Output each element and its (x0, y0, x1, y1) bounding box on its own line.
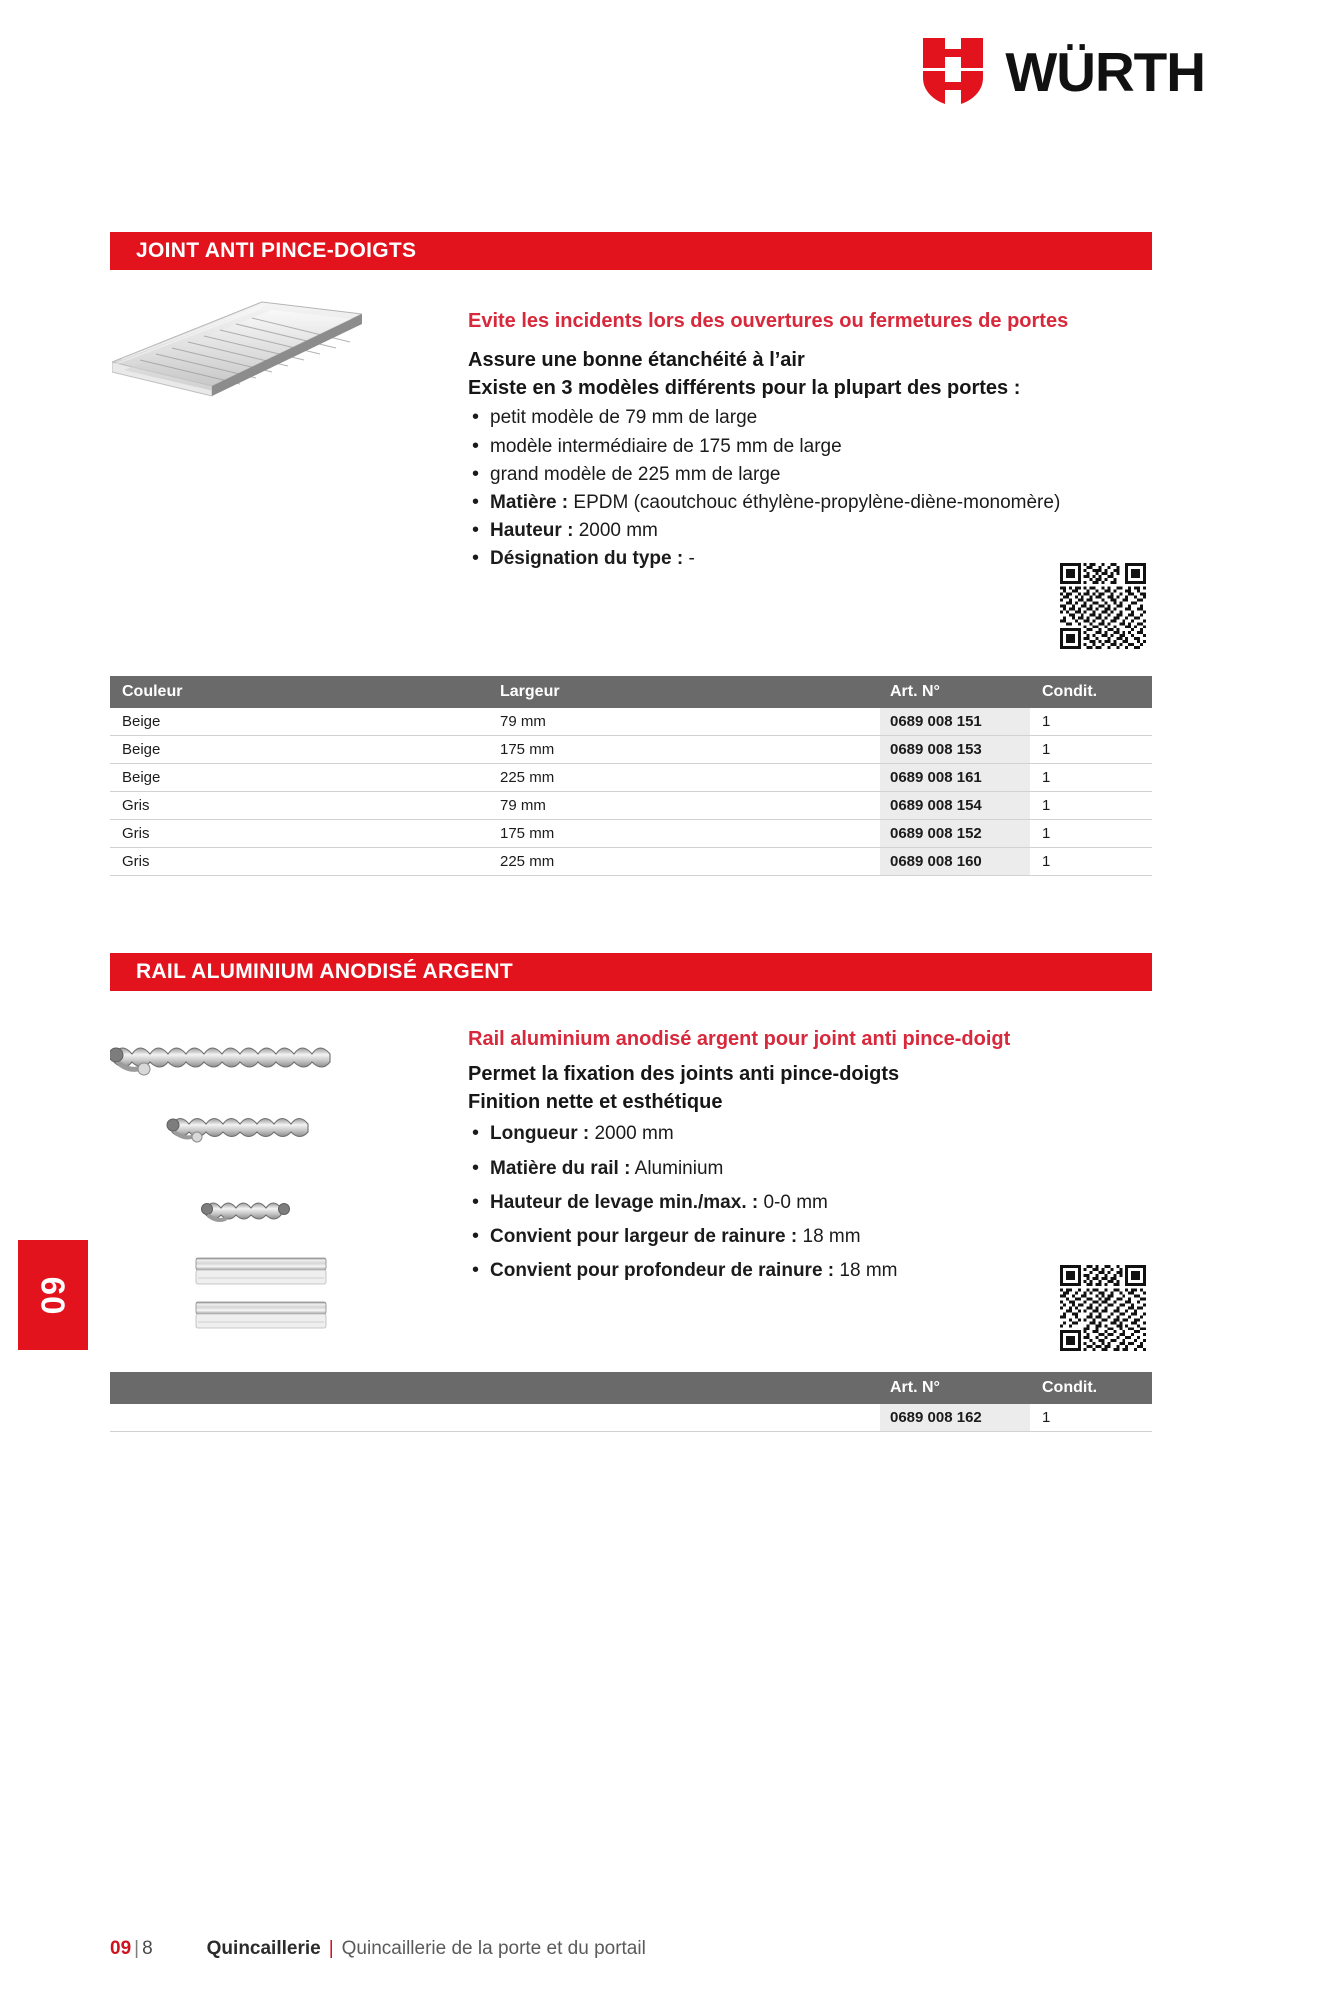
cell-condit: 1 (1042, 741, 1051, 758)
footer-page-number: 09 (110, 1938, 132, 1959)
table-row[interactable] (110, 848, 1152, 876)
product-lead-joint: Evite les incidents lors des ouvertures ou fermetures de portes (468, 310, 1069, 332)
spec-value: petit modèle de 79 mm de large (490, 407, 758, 429)
product-subline-1: Finition nette et esthétique (468, 1091, 723, 1114)
column-header-condit: Condit. (1042, 683, 1098, 700)
cell-art-number: 0689 008 160 (880, 848, 1030, 875)
product-image-rail (110, 1020, 410, 1340)
spec-value: EPDM (caoutchouc éthylène-propylène-diène-monomère) (573, 492, 1061, 514)
list-item (468, 1190, 1148, 1216)
table-row[interactable] (110, 736, 1152, 764)
list-item (468, 1121, 1148, 1147)
list-item (468, 1224, 1148, 1250)
table-row[interactable] (110, 792, 1152, 820)
cell-couleur: Beige (122, 713, 161, 730)
product-subline-0: Assure une bonne étanchéité à l’air (468, 349, 805, 372)
spec-label: Désignation du type : (490, 548, 684, 570)
table-header-row (110, 1372, 1152, 1404)
spec-label: Matière : (490, 492, 569, 514)
spec-label: Hauteur de levage min./max. : (490, 1191, 759, 1213)
product-subline-0: Permet la fixation des joints anti pince-doigts (468, 1063, 900, 1086)
chapter-tab-label: 09 (34, 1275, 71, 1315)
spec-value: 2000 mm (578, 520, 658, 542)
product-lead-rail: Rail aluminium anodisé argent pour joint anti pince-doigt (468, 1028, 1011, 1050)
cell-largeur: 225 mm (500, 853, 555, 870)
product-table-rail (110, 1372, 1152, 1432)
spec-list-rail (468, 1121, 1148, 1284)
table-row[interactable] (110, 764, 1152, 792)
table-row[interactable] (110, 820, 1152, 848)
page-footer (110, 1938, 1152, 1960)
column-header-art: Art. N° (890, 1379, 940, 1396)
list-item (468, 405, 1148, 431)
list-item (468, 1156, 1148, 1182)
spec-value: - (688, 548, 695, 570)
product-copy-rail (468, 1026, 1148, 1292)
cell-art-number: 0689 008 161 (880, 764, 1030, 791)
cell-art-number: 0689 008 154 (880, 792, 1030, 819)
column-header-art: Art. N° (890, 683, 940, 700)
spec-value: 0-0 mm (763, 1191, 828, 1213)
list-item (468, 462, 1148, 488)
section-banner-rail (110, 953, 1152, 991)
qr-code-icon (1060, 1265, 1146, 1351)
cell-couleur: Beige (122, 769, 161, 786)
qr-code-icon-rail[interactable] (1060, 1265, 1146, 1351)
spec-list-joint (468, 405, 1148, 572)
cell-largeur: 79 mm (500, 713, 546, 730)
spec-value: Aluminium (634, 1157, 724, 1179)
cell-art-number: 0689 008 152 (880, 820, 1030, 847)
cell-condit: 1 (1042, 797, 1051, 814)
cell-couleur: Gris (122, 797, 150, 814)
cell-art-number: 0689 008 153 (880, 736, 1030, 763)
cell-largeur: 79 mm (500, 797, 546, 814)
spec-label: Convient pour largeur de rainure : (490, 1226, 798, 1248)
spec-value: 2000 mm (594, 1123, 674, 1145)
footer-section-name: Quincaillerie (206, 1938, 321, 1959)
footer-page-separator: | (134, 1938, 140, 1959)
cell-couleur: Beige (122, 741, 161, 758)
qr-code-icon (1060, 563, 1146, 649)
section-banner-joint (110, 232, 1152, 270)
list-item (468, 1258, 1148, 1284)
spec-label: Hauteur : (490, 520, 574, 542)
list-item (468, 518, 1148, 544)
spec-value: 18 mm (802, 1226, 861, 1248)
list-item (468, 490, 1148, 516)
cell-art-number: 0689 008 151 (880, 708, 1030, 735)
cell-condit: 1 (1042, 769, 1051, 786)
spec-label: Longueur : (490, 1123, 590, 1145)
spec-label: Matière du rail : (490, 1157, 631, 1179)
section-title: RAIL ALUMINIUM ANODISÉ ARGENT (136, 960, 513, 983)
footer-description: Quincaillerie de la porte et du portail (341, 1938, 646, 1959)
table-row[interactable] (110, 708, 1152, 736)
spec-value: 18 mm (839, 1260, 898, 1282)
qr-code-icon-joint[interactable] (1060, 563, 1146, 649)
cell-couleur: Gris (122, 853, 150, 870)
cell-couleur: Gris (122, 825, 150, 842)
cell-largeur: 175 mm (500, 825, 555, 842)
cell-condit: 1 (1042, 713, 1051, 730)
brand-logo (923, 38, 1205, 106)
cell-condit: 1 (1042, 853, 1051, 870)
cell-largeur: 175 mm (500, 741, 555, 758)
wurth-shield-icon (923, 38, 983, 106)
product-table-joint (110, 676, 1152, 876)
product-copy-joint (468, 308, 1148, 575)
table-header-row (110, 676, 1152, 708)
chapter-tab[interactable] (18, 1240, 88, 1350)
spec-value: modèle intermédiaire de 175 mm de large (490, 435, 842, 457)
brand-name: WÜRTH (1005, 40, 1205, 103)
column-header-condit: Condit. (1042, 1379, 1098, 1396)
spec-value: grand modèle de 225 mm de large (490, 463, 781, 485)
footer-page-sub: 8 (142, 1938, 153, 1959)
spec-label: Convient pour profondeur de rainure : (490, 1260, 835, 1282)
cell-largeur: 225 mm (500, 769, 555, 786)
footer-separator: | (328, 1938, 334, 1959)
list-item (468, 546, 1148, 572)
cell-art-number: 0689 008 162 (880, 1404, 1030, 1431)
section-title: JOINT ANTI PINCE-DOIGTS (136, 239, 417, 262)
column-header-couleur: Couleur (122, 683, 183, 700)
product-subline-1: Existe en 3 modèles différents pour la plupart des portes : (468, 377, 1021, 400)
cell-condit: 1 (1042, 825, 1051, 842)
cell-condit: 1 (1042, 1409, 1051, 1426)
column-header-largeur: Largeur (500, 683, 560, 700)
product-image-joint (112, 300, 362, 410)
list-item (468, 434, 1148, 460)
table-row[interactable] (110, 1404, 1152, 1432)
